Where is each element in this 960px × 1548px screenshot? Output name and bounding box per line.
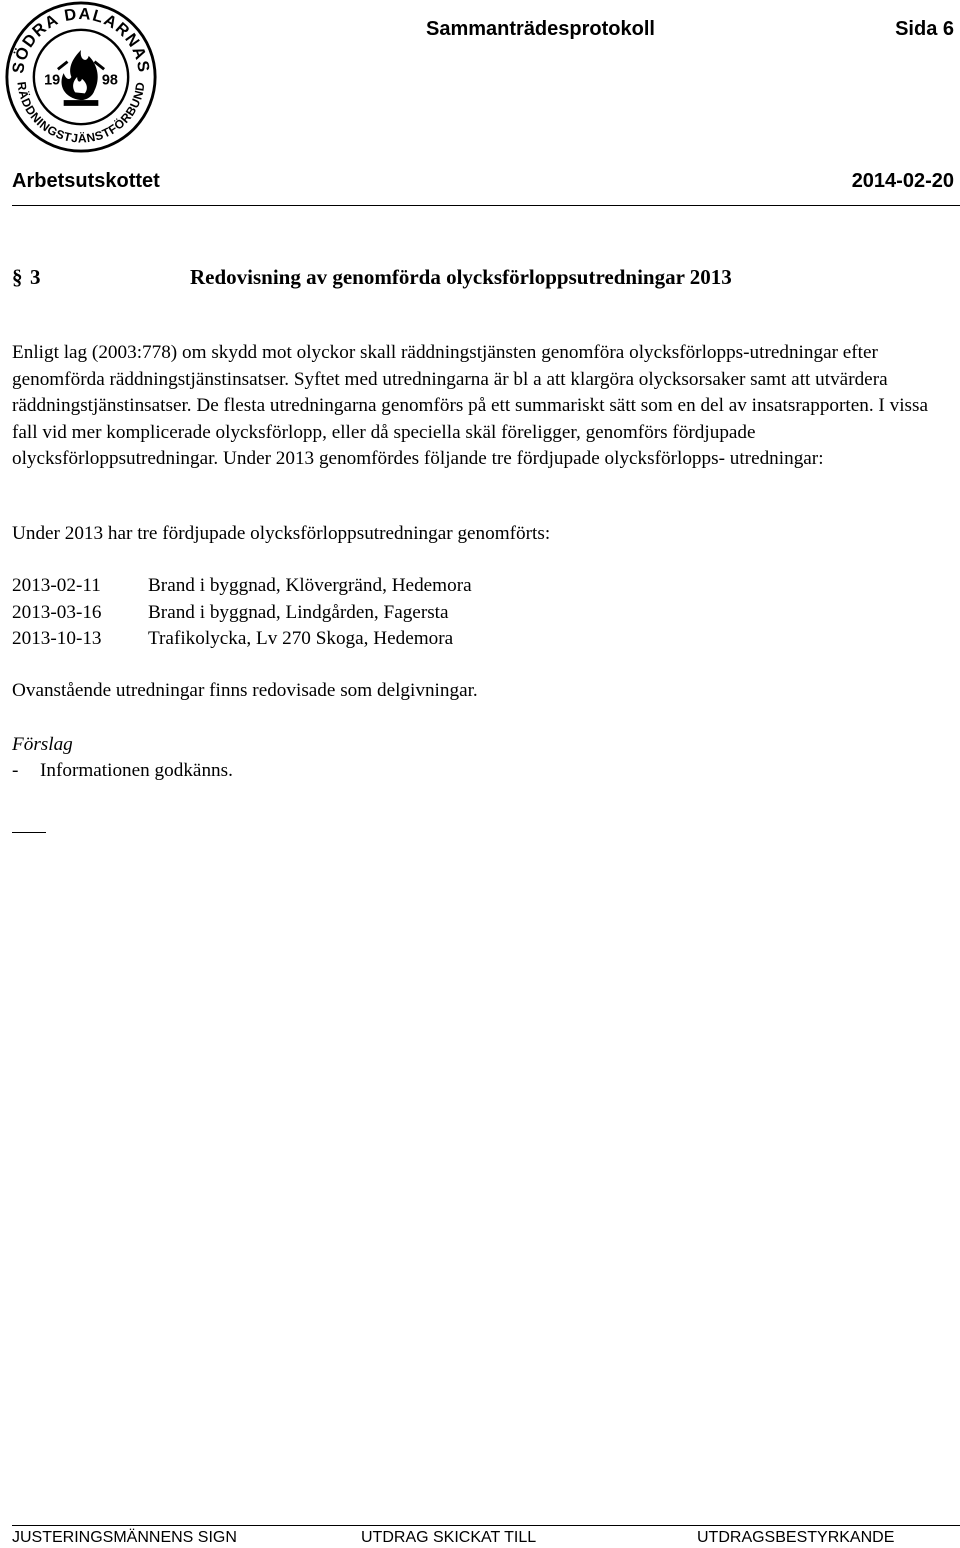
footer-extract-sent-label: UTDRAG SKICKAT TILL	[361, 1529, 537, 1546]
header-divider	[12, 205, 960, 206]
svg-text:RÄDDNINGSTJÄNSTFÖRBUND: RÄDDNINGSTJÄNSTFÖRBUND	[14, 80, 148, 146]
summary-paragraph: Under 2013 har tre fördjupade olycksförloppsutredningar genomförts:	[12, 523, 551, 544]
conclusion-paragraph: Ovanstående utredningar finns redovisade som delgivningar.	[12, 680, 478, 701]
organization-logo	[4, 0, 158, 154]
proposal-item	[12, 758, 233, 785]
section-title: Redovisning av genomförda olycksförloppsutredningar 2013	[190, 265, 732, 289]
incident-date: 2013-02-11	[12, 575, 101, 596]
footer-divider	[12, 1525, 960, 1526]
intro-paragraph: Enligt lag (2003:778) om skydd mot olyckor skall räddningstjänsten genomföra olycksförlopps-utredningar efter genomförda räddningstjänstinsatser. Syftet med utredningarna är bl a att klargöra olycksorsaker samt att utvärdera räddningstjänstinsatser. De flesta utredningarna genomförs på ett summariskt sätt som en del av insatsrapporten. I vissa fall vid mer komplicerade olycksförlopp, eller då speciella skäl föreligger, genomförs fördjupade olycksförloppsutredningar. Under 2013 genomfördes följande tre fördjupade olycksförlopps- utredningar:	[12, 342, 928, 470]
incident-row	[12, 626, 472, 653]
committee-name: Arbetsutskottet	[12, 170, 160, 192]
svg-text:SÖDRA DALARNAS: SÖDRA DALARNAS	[9, 4, 153, 75]
footer-signature-label: JUSTERINGSMÄNNENS SIGN	[12, 1529, 237, 1546]
fire-brigade-emblem-icon	[58, 50, 104, 106]
incident-description: Brand i byggnad, Lindgården, Fagersta	[148, 601, 449, 623]
proposal-marker: -	[12, 760, 19, 781]
section-number: 3	[30, 265, 41, 289]
meeting-date: 2014-02-20	[851, 170, 954, 192]
section-end-divider	[12, 832, 46, 833]
footer-certification-label: UTDRAGSBESTYRKANDE	[697, 1529, 895, 1546]
svg-text:19: 19	[44, 72, 61, 89]
incident-description: Brand i byggnad, Klövergränd, Hedemora	[148, 575, 472, 596]
section-symbol: §	[12, 265, 23, 289]
proposal-heading: Förslag	[12, 734, 73, 755]
page-number: Sida 6	[895, 18, 954, 40]
svg-text:98: 98	[101, 72, 118, 89]
incident-list	[12, 573, 472, 653]
proposal-text: Informationen godkänns.	[40, 760, 233, 781]
incident-description: Trafikolycka, Lv 270 Skoga, Hedemora	[148, 628, 454, 650]
incident-date: 2013-10-13	[12, 628, 102, 650]
incident-date: 2013-03-16	[12, 601, 102, 623]
incident-row	[12, 600, 472, 627]
incident-row	[12, 573, 472, 600]
document-title: Sammanträdesprotokoll	[426, 18, 655, 40]
